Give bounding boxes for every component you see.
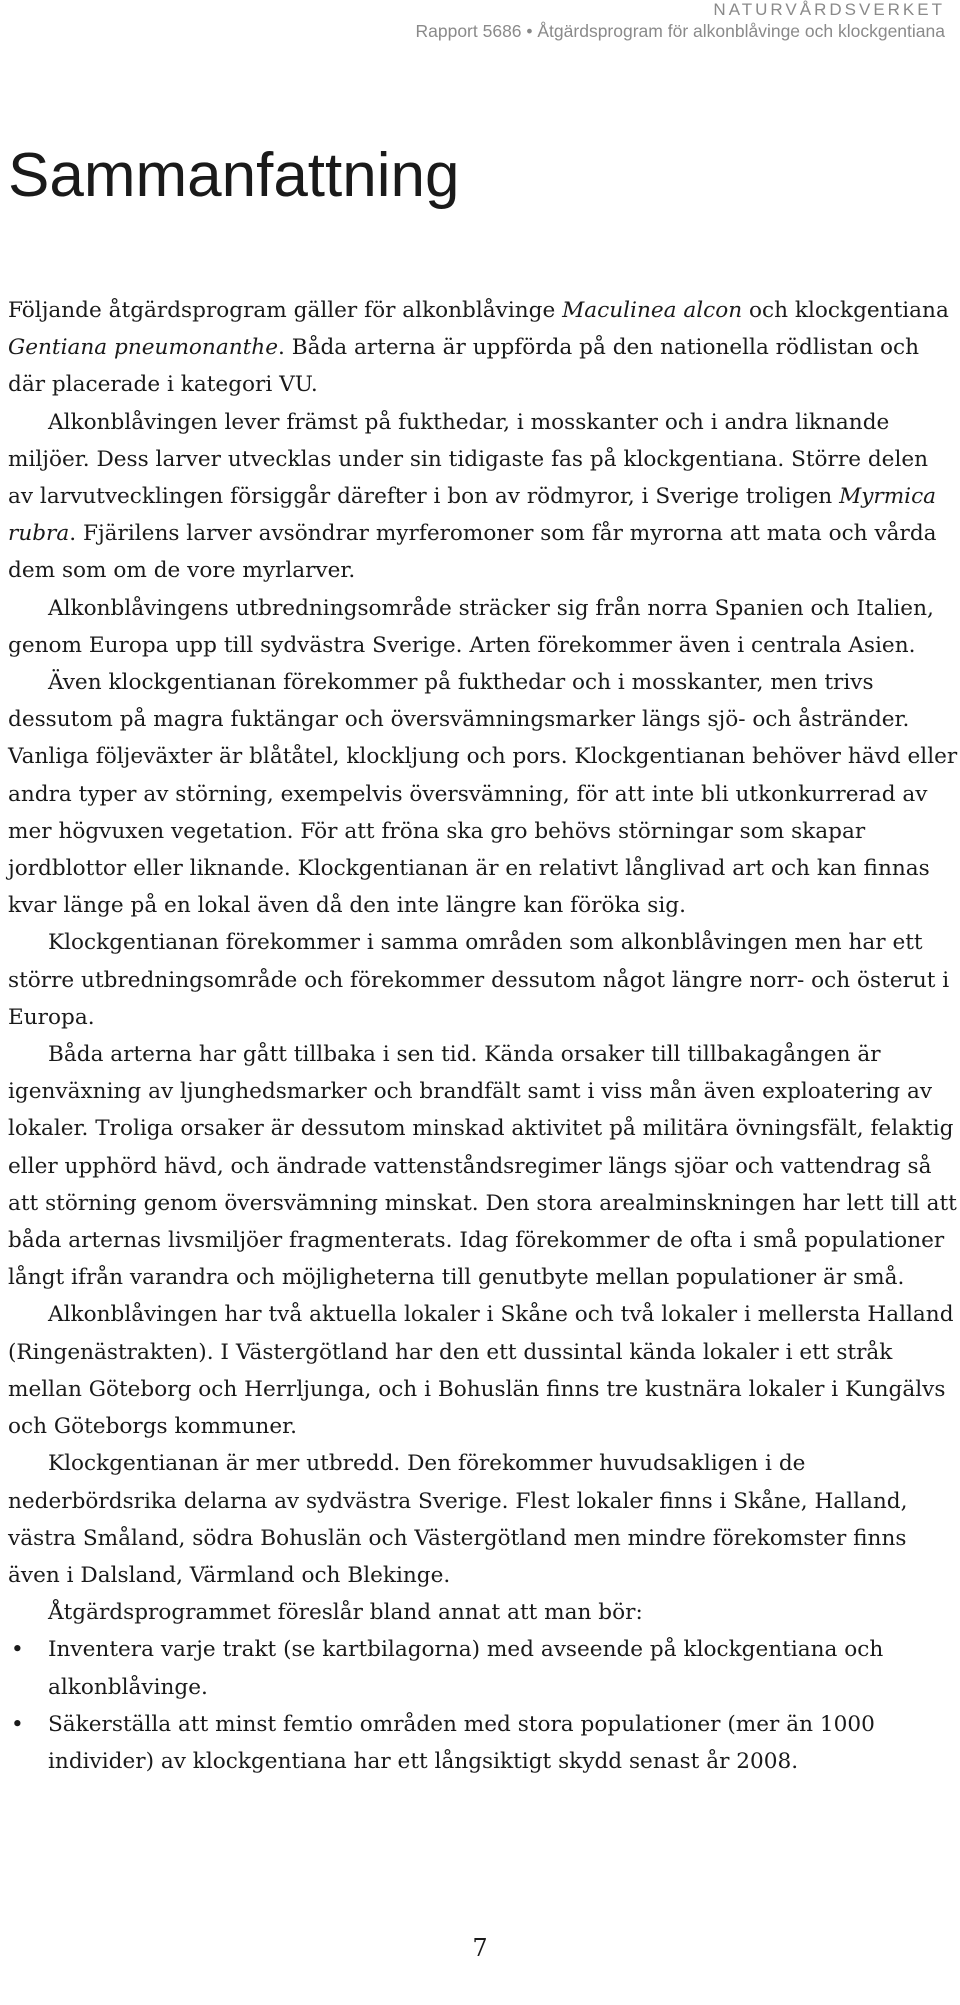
summary-body [8,292,958,1780]
body-paragraph [8,590,958,664]
body-paragraph [8,924,958,1036]
body-paragraph [8,292,958,404]
paragraph-list [8,292,958,1631]
paragraph-text: Även klockgentianan förekommer på fukthedar och i mosskanter, men trivs dessutom på magra fuktängar och översvämningsmarker längs sjö- och åstränder. Vanliga följeväxter är blåtåtel, klockljung och pors. Klockgentianan behöver hävd eller andra typer av störning, exempelvis översvämning, för att inte bli utkonkurrerad av mer högvuxen vegetation. För att fröna ska gro behövs störningar som skapar jordblottor eller liknande. Klockgentianan är en relativt långlivad art och kan finnas kvar länge på en lokal även då den inte längre kan föröka sig. [8,670,958,919]
body-paragraph [8,404,958,590]
publisher-name: NATURVÅRDSVERKET [713,0,945,19]
page-number: 7 [472,1934,488,1962]
species-name: Myrmica rubra [8,484,937,547]
body-paragraph [8,1445,958,1594]
paragraph-text: Klockgentianan är mer utbredd. Den förekommer huvudsakligen i de nederbördsrika delarna av sydvästra Sverige. Flest lokaler finns i Skåne, Halland, västra Småland, södra Bohuslän och Västergötland men mindre förekomster finns även i Dalsland, Värmland och Blekinge. [8,1451,908,1588]
list-item-text: Inventera varje trakt (se kartbilagorna) med avseende på klockgentiana och alkonblåvinge. [48,1637,884,1700]
paragraph-text: Alkonblåvingens utbredningsområde sträcker sig från norra Spanien och Italien, genom Europa upp till sydvästra Sverige. Arten förekommer även i centrala Asien. [8,595,934,658]
species-name: Gentiana pneumonanthe [8,335,278,361]
list-item-text: Säkerställa att minst femtio områden med stora populationer (mer än 1000 individer) av klockgentiana har ett långsiktigt skydd senast år 2008. [48,1711,875,1774]
paragraph-text: . Fjärilens larver avsöndrar myrferomoner som får myrorna att mata och vårda dem som om de vore myrlarver. [8,521,937,584]
body-paragraph [8,1594,958,1631]
list-item [8,1631,958,1705]
body-paragraph [8,664,958,924]
list-item [8,1706,958,1780]
paragraph-text: Åtgärdsprogrammet föreslår bland annat att man bör: [48,1600,643,1626]
species-name: Maculinea alcon [562,298,743,323]
body-paragraph [8,1296,958,1445]
bullet-icon: • [11,1637,24,1663]
paragraph-text: Klockgentianan förekommer i samma områden som alkonblåvingen men har ett större utbredningsområde och förekommer dessutom något längre norr- och österut i Europa. [8,930,950,1030]
paragraph-text: Båda arterna har gått tillbaka i sen tid. Kända orsaker till tillbakagången är igenväxning av ljunghedsmarker och brandfält samt i viss mån även exploatering av lokaler. Troliga orsaker är dessutom minskad aktivitet på militära övningsfält, felaktig eller upphörd hävd, och ändrade vattenståndsregimer längs sjöar och vattendrag så att störning genom översvämning minskat. Den stora arealminskningen har lett till att båda arternas livsmiljöer fragmenterats. Idag förekommer de ofta i små populationer långt ifrån varandra och möjligheterna till genutbyte mellan populationer är små. [8,1042,957,1291]
bullet-icon: • [11,1711,24,1737]
paragraph-text: och klockgentiana [742,298,949,323]
page-title: Sammanfattning [8,141,460,210]
running-header [415,0,945,42]
paragraph-text: Alkonblåvingen har två aktuella lokaler i Skåne och två lokaler i mellersta Halland (Ringenästrakten). I Västergötland har den ett dussintal kända lokaler i ett stråk mellan Göteborg och Herrljunga, och i Bohuslän finns tre kustnära lokaler i Kungälvs och Göteborgs kommuner. [8,1302,954,1440]
recommendation-list [8,1631,958,1780]
body-paragraph [8,1036,958,1296]
paragraph-text: . Båda arterna är uppförda på den nationella rödlistan och där placerade i kategori VU. [8,335,920,398]
paragraph-text: Följande åtgärdsprogram gäller för alkonblåvinge [8,298,563,323]
paragraph-text: Alkonblåvingen lever främst på fukthedar, i mosskanter och i andra liknande miljöer. Dess larver utvecklas under sin tidigaste fas på klockgentiana. Större delen av larvutvecklingen försiggår därefter i bon av rödmyror, i Sverige troligen [8,409,929,510]
report-title: Rapport 5686 • Åtgärdsprogram för alkonblåvinge och klockgentiana [415,21,945,41]
